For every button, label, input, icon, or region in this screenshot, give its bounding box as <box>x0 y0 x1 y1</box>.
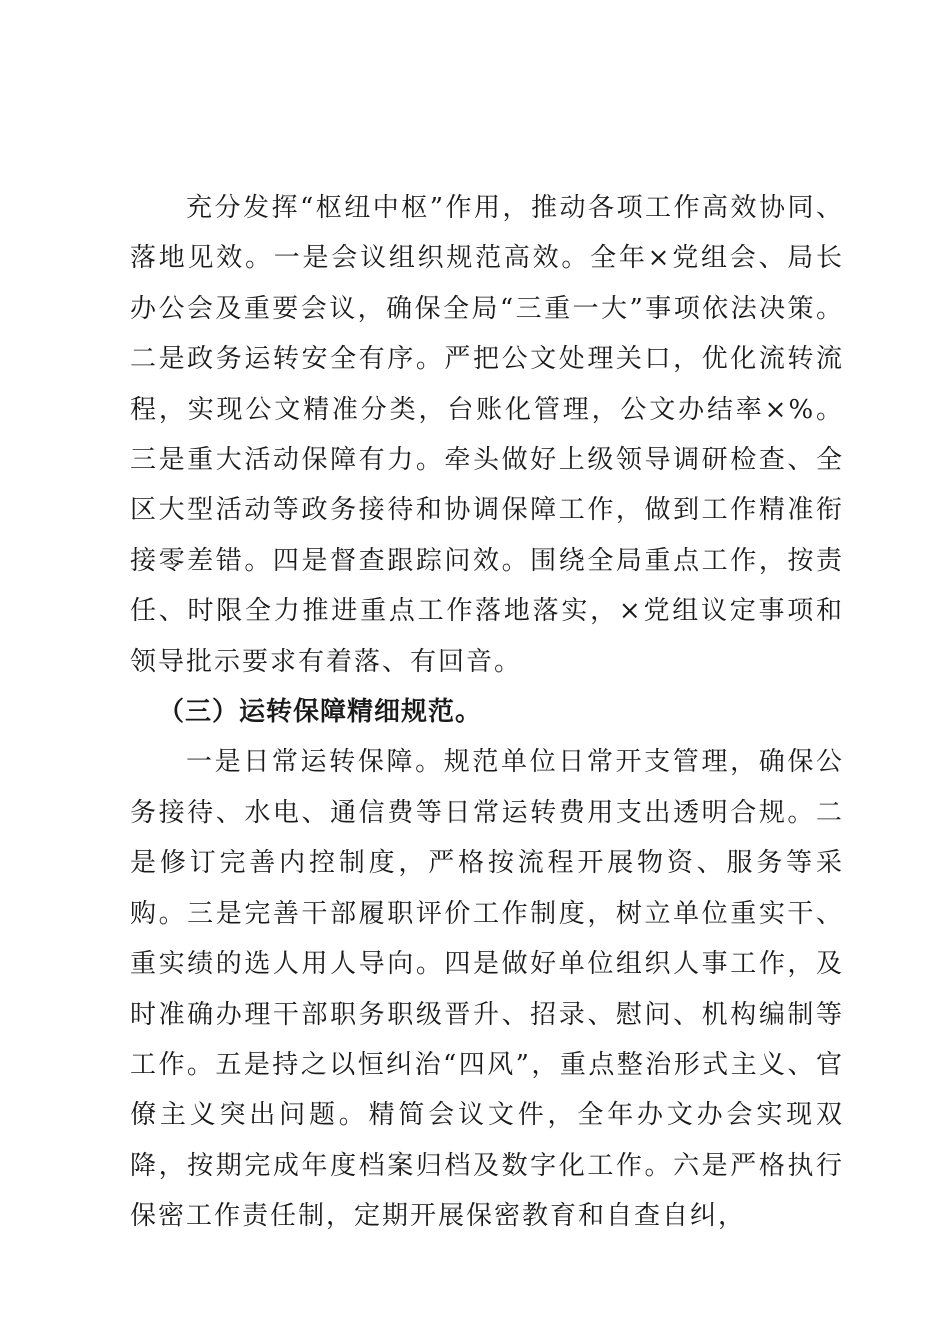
paragraph-1: 充分发挥“枢纽中枢”作用，推动各项工作高效协同、落地见效。一是会议组织规范高效。全年×党组会、局长办公会及重要会议，确保全局“三重一大”事项依法决策。二是政务运转安全有序。严把公文处理关口，优化流转流程，实现公文精准分类，台账化管理，公文办结率×%。三是重大活动保障有力。牵头做好上级领导调研检查、全区大型活动等政务接待和协调保障工作，做到工作精准衔接零差错。四是督查跟踪问效。围绕全局重点工作，按责任、时限全力推进重点工作落地落实，×党组议定事项和领导批示要求有着落、有回音。 <box>130 193 844 677</box>
paragraph-2: 一是日常运转保障。规范单位日常开支管理，确保公务接待、水电、通信费等日常运转费用支出透明合规。二是修订完善内控制度，严格按流程开展物资、服务等采购。三是完善干部履职评价工作制度，树立单位重实干、重实绩的选人用人导向。四是做好单位组织人事工作，及时准确办理干部职务职级晋升、招录、慰问、机构编制等工作。五是持之以恒纠治“四风”，重点整治形式主义、官僚主义突出问题。精简会议文件，全年办文办会实现双降，按期完成年度档案归档及数字化工作。六是严格执行保密工作责任制，定期开展保密教育和自查自纠， <box>130 747 844 1232</box>
document-body <box>130 183 844 1242</box>
section-heading: （三）运转保障精细规范。 <box>158 697 483 728</box>
